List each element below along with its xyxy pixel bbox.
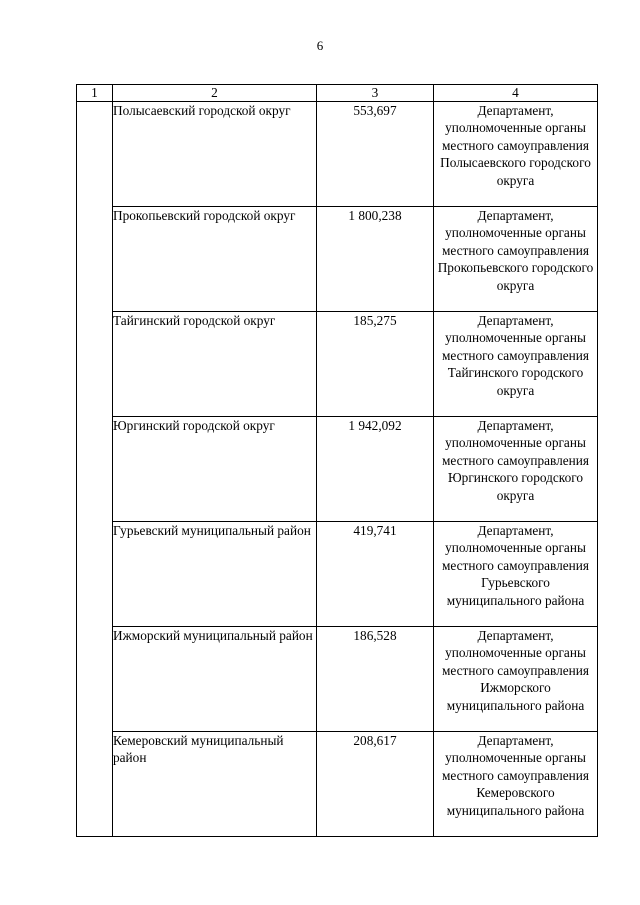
municipality-name: Гурьевский муниципальный район [113, 522, 317, 627]
table-row [77, 102, 598, 207]
table-row [77, 417, 598, 522]
page-number: 6 [316, 38, 324, 53]
allocation-table [76, 84, 598, 837]
responsible-bodies: Департамент, уполномоченные органы местного самоуправления Гурьевского муниципального района [434, 522, 598, 627]
responsible-bodies: Департамент, уполномоченные органы местного самоуправления Кемеровского муниципального района [434, 732, 598, 837]
municipality-name: Тайгинский городской округ [113, 312, 317, 417]
table-row [77, 627, 598, 732]
amount-value: 185,275 [317, 312, 434, 417]
amount-value: 553,697 [317, 102, 434, 207]
responsible-bodies: Департамент, уполномоченные органы местного самоуправления Полысаевского городского округа [434, 102, 598, 207]
amount-value: 208,617 [317, 732, 434, 837]
amount-value: 186,528 [317, 627, 434, 732]
responsible-bodies: Департамент, уполномоченные органы местного самоуправления Тайгинского городского округа [434, 312, 598, 417]
municipality-name: Полысаевский городской округ [113, 102, 317, 207]
amount-value: 419,741 [317, 522, 434, 627]
municipality-name: Ижморский муниципальный район [113, 627, 317, 732]
amount-value: 1 800,238 [317, 207, 434, 312]
responsible-bodies: Департамент, уполномоченные органы местного самоуправления Ижморского муниципального района [434, 627, 598, 732]
table-header-row [77, 85, 598, 102]
municipality-name: Юргинский городской округ [113, 417, 317, 522]
table-row [77, 312, 598, 417]
column-header-4: 4 [434, 85, 598, 102]
amount-value: 1 942,092 [317, 417, 434, 522]
municipality-name: Прокопьевский городской округ [113, 207, 317, 312]
merged-index-cell [77, 102, 113, 837]
table-row [77, 732, 598, 837]
table-row [77, 207, 598, 312]
column-header-3: 3 [317, 85, 434, 102]
table-row [77, 522, 598, 627]
municipality-name: Кемеровский муниципальный район [113, 732, 317, 837]
column-header-2: 2 [113, 85, 317, 102]
responsible-bodies: Департамент, уполномоченные органы местного самоуправления Юргинского городского округа [434, 417, 598, 522]
responsible-bodies: Департамент, уполномоченные органы местного самоуправления Прокопьевского городского округа [434, 207, 598, 312]
column-header-1: 1 [77, 85, 113, 102]
